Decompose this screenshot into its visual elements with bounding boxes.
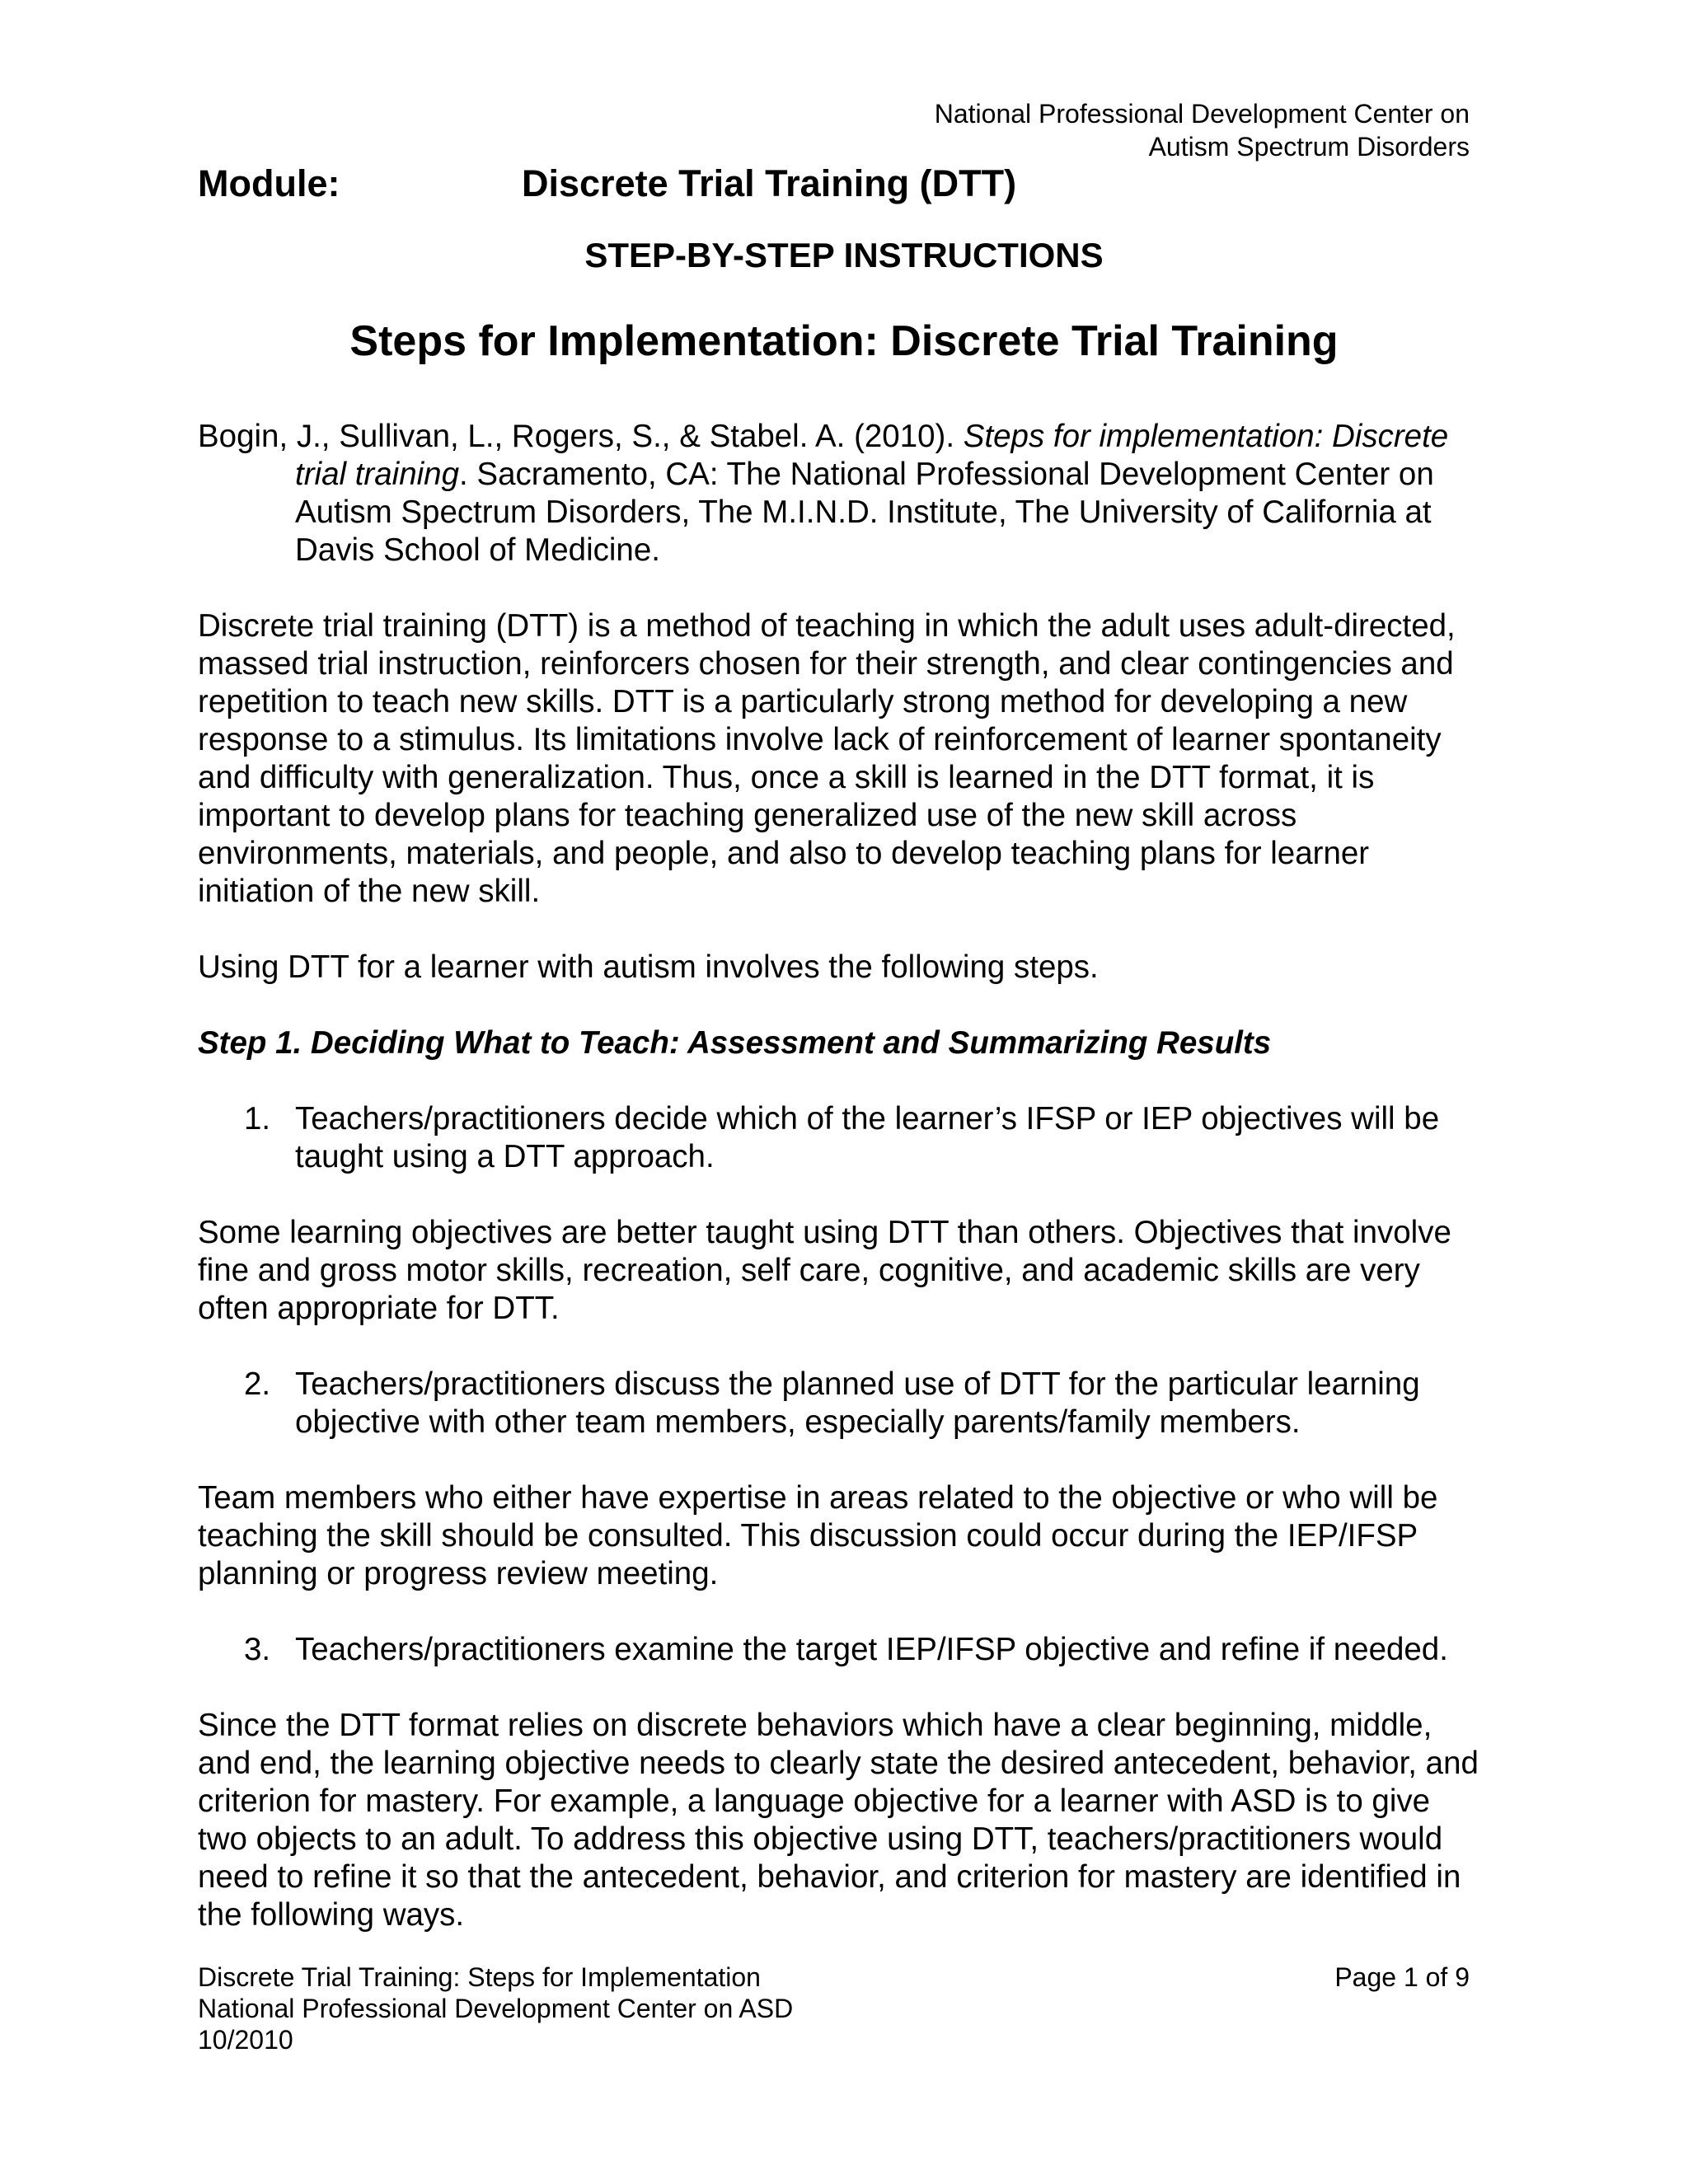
page-number: Page 1 of 9	[1334, 1962, 1470, 1992]
intro-paragraph: Discrete trial training (DTT) is a method of teaching in which the adult uses adult-directed, massed trial instruction, reinforcers chosen for their strength, and clear contingencies and repetition to teach new skills. DTT is a particularly strong method for developing a new response to a stimulus. Its limitations involve lack of reinforcement of learner spontaneity and difficulty with generalization. Thus, once a skill is learned in the DTT format, it is important to develop plans for teaching generalized use of the new skill across environments, materials, and people, and also to develop teaching plans for learner initiation of the new skill.	[198, 608, 1456, 909]
list-item-number: 3.	[244, 1632, 271, 1667]
citation-rest: . Sacramento, CA: The National Professional Development Center on Autism Spectrum Disorders, The M.I.N.D. Institute, The University of California at Davis School of Medicine.	[295, 457, 1434, 568]
organization-header	[935, 97, 1470, 163]
footer-organization: National Professional Development Center on ASD	[198, 1994, 794, 2023]
list-item-number: 1.	[244, 1101, 271, 1137]
organization-line-1: National Professional Development Center on	[934, 99, 1470, 129]
paragraph: Some learning objectives are better taught using DTT than others. Objectives that involve fine and gross motor skills, recreation, self care, cognitive, and academic skills are very often appropriate for DTT.	[198, 1215, 1451, 1326]
page-footer	[198, 1961, 1470, 2055]
list-item-text: Teachers/practitioners discuss the planned use of DTT for the particular learning objective with other team members, especially parents/family members.	[295, 1366, 1420, 1440]
list-item-text: Teachers/practitioners decide which of the learner’s IFSP or IEP objectives will be taught using a DTT approach.	[295, 1101, 1440, 1174]
citation-authors: Bogin, J., Sullivan, L., Rogers, S., & Stabel. A. (2010).	[198, 419, 964, 454]
section-heading: STEP-BY-STEP INSTRUCTIONS	[584, 236, 1104, 274]
footer-document-title: Discrete Trial Training: Steps for Implementation	[198, 1962, 761, 1992]
list-item	[198, 1631, 1484, 1669]
list-item-number: 2.	[244, 1366, 271, 1402]
footer-date: 10/2010	[198, 2025, 293, 2055]
paragraph: Since the DTT format relies on discrete behaviors which have a clear beginning, middle, and end, the learning objective needs to clearly state the desired antecedent, behavior, and criterion for mastery. For example, a language objective for a learner with ASD is to give two objects to an adult. To address this objective using DTT, teachers/practitioners would need to refine it so that the antecedent, behavior, and criterion for mastery are identified in the following ways.	[198, 1708, 1479, 1933]
module-line	[198, 162, 1016, 206]
module-name: Discrete Trial Training (DTT)	[522, 162, 1017, 204]
list-item	[198, 1366, 1484, 1441]
module-label: Module:	[198, 162, 340, 204]
document-body	[198, 418, 1484, 1934]
citation-work-title: Steps for implementation: Discrete trial training	[295, 419, 1449, 492]
steps-intro: Using DTT for a learner with autism involves the following steps.	[198, 949, 1099, 985]
paragraph: Team members who either have expertise in areas related to the objective or who will be teaching the skill should be consulted. This discussion could occur during the IEP/IFSP planning or progress review meeting.	[198, 1480, 1438, 1591]
organization-line-2: Autism Spectrum Disorders	[1148, 132, 1470, 162]
citation	[198, 418, 1484, 569]
document-title: Steps for Implementation: Discrete Trial Training	[349, 317, 1339, 365]
step-1-heading: Step 1. Deciding What to Teach: Assessment and Summarizing Results	[198, 1025, 1272, 1061]
list-item-text: Teachers/practitioners examine the target IEP/IFSP objective and refine if needed.	[295, 1632, 1448, 1667]
list-item	[198, 1100, 1484, 1176]
